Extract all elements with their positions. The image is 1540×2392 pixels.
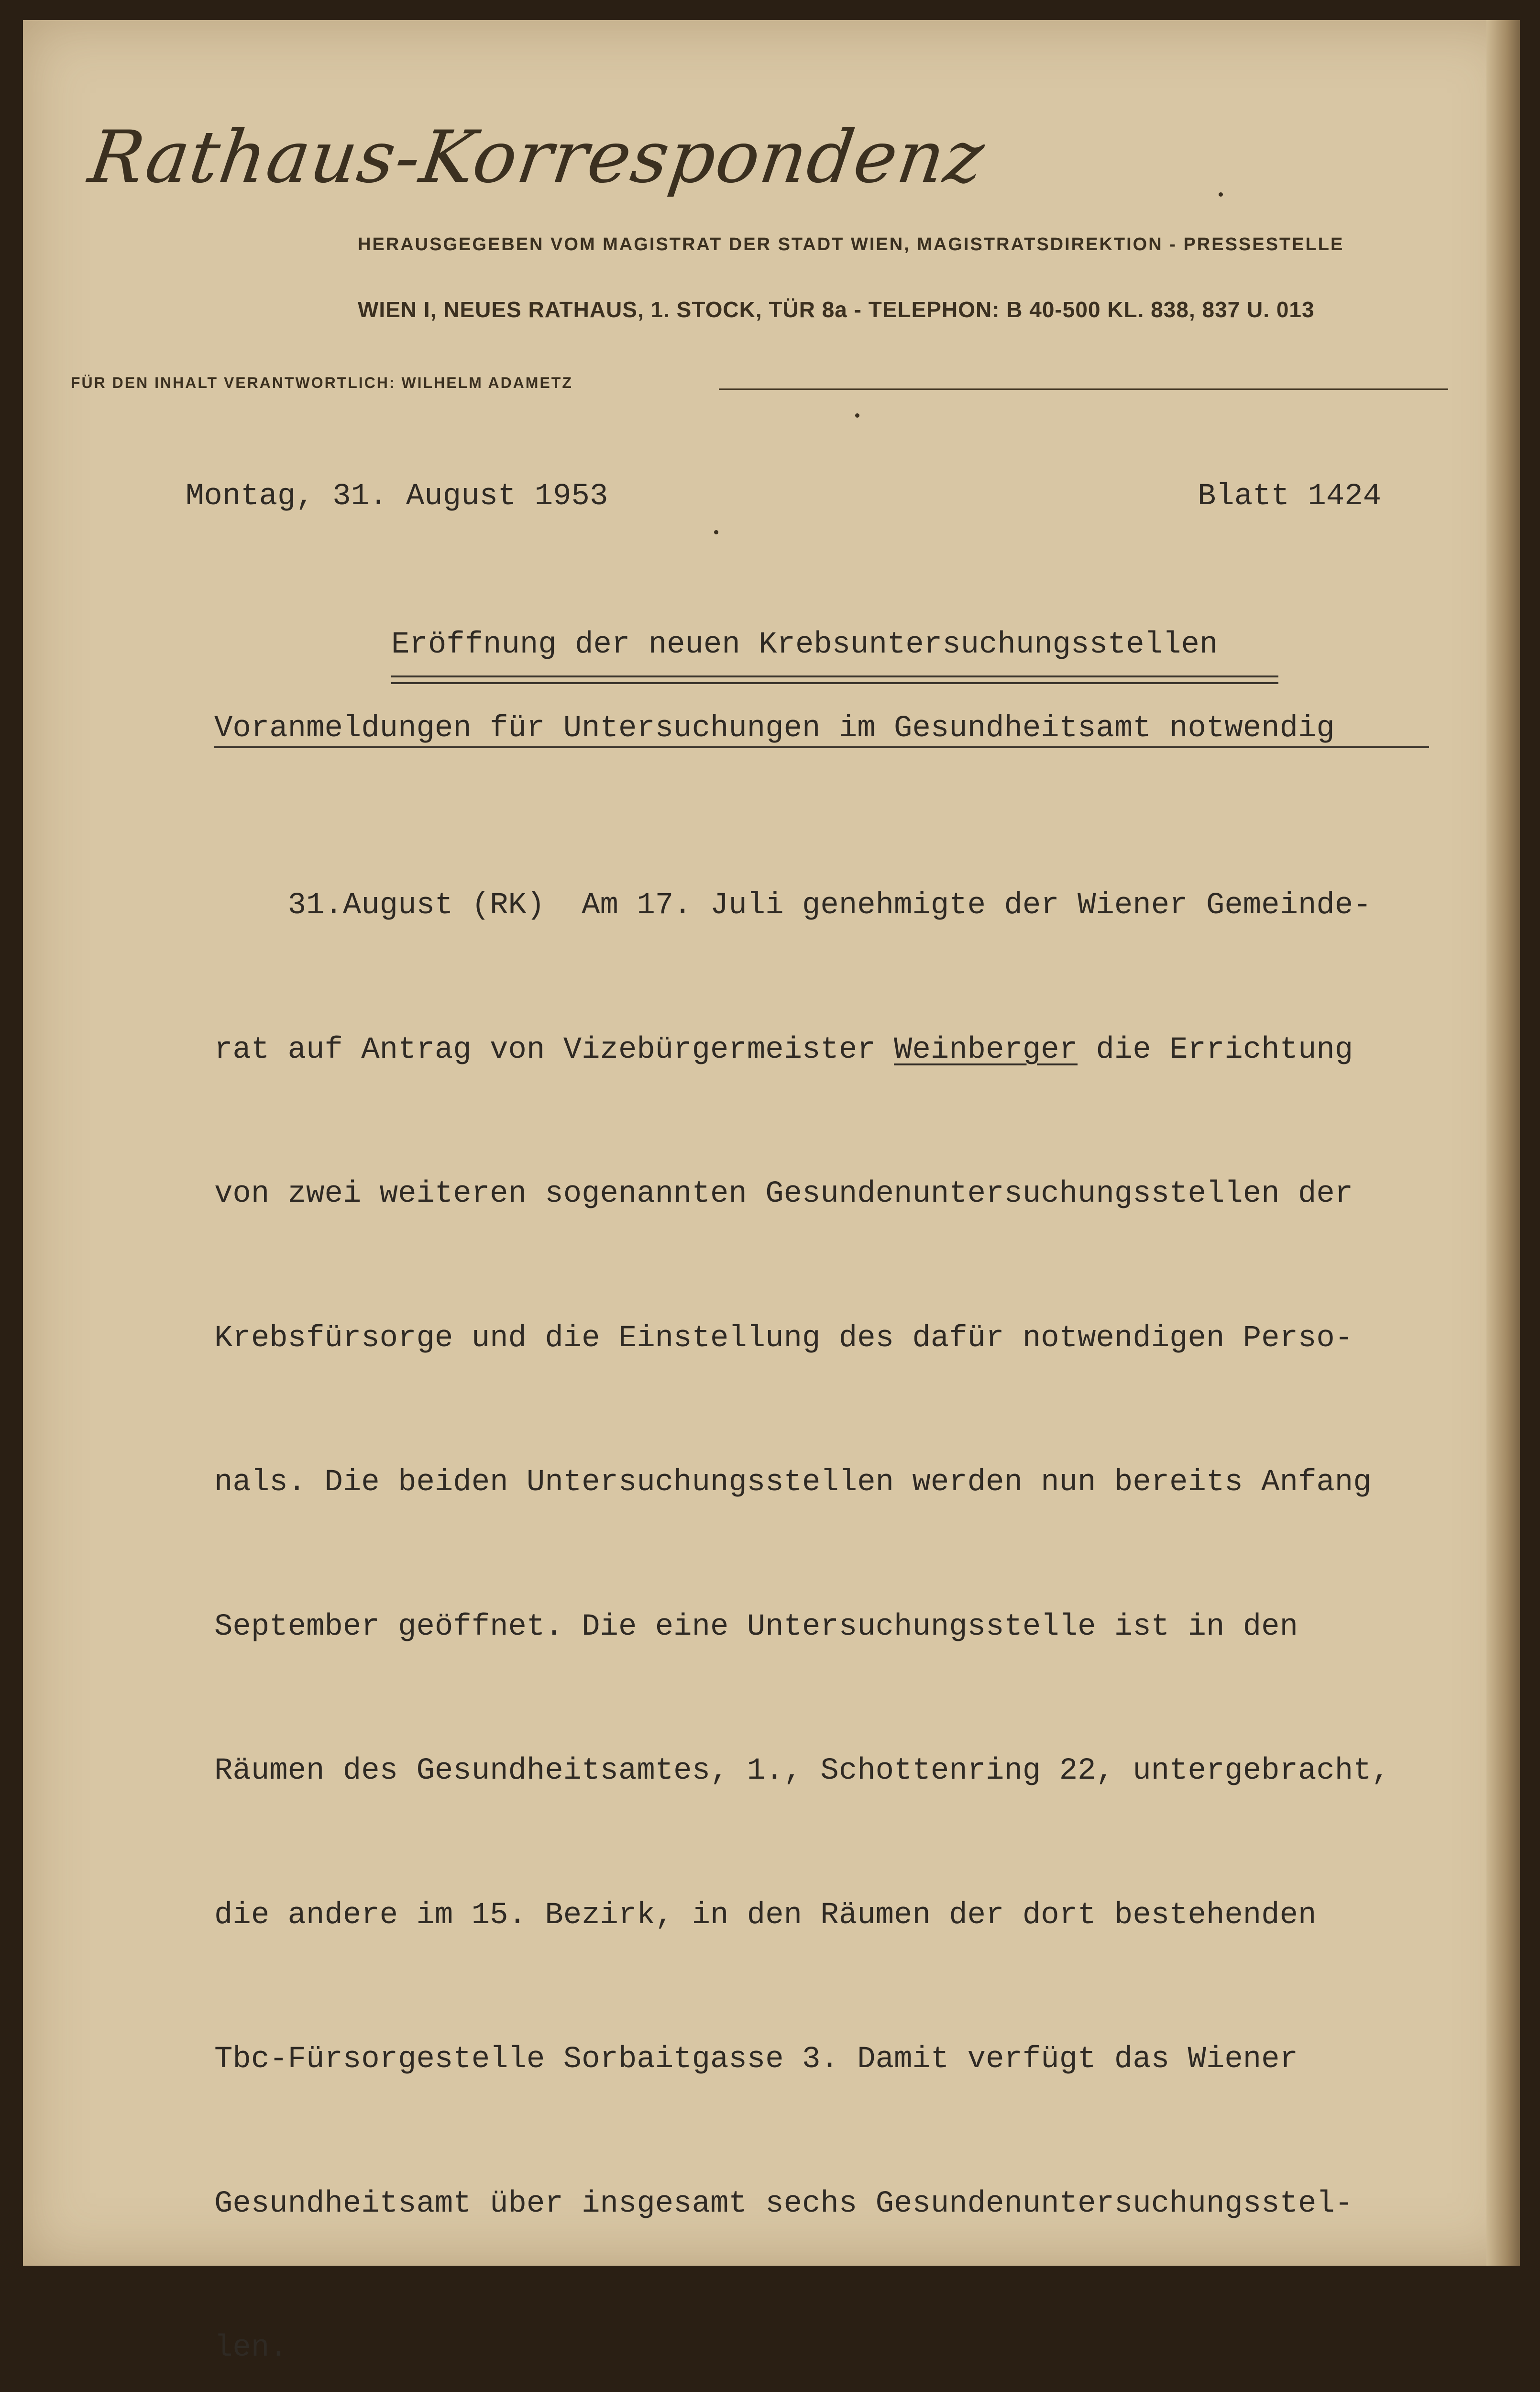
masthead-title: Rathaus-Korrespondenz (84, 116, 990, 199)
body-line: September geöffnet. Die eine Untersuchungsstelle ist in den (214, 1609, 1298, 1644)
body-line: Räumen des Gesundheitsamtes, 1., Schottenring 22, untergebracht, (214, 1754, 1390, 1788)
masthead-rule (719, 388, 1448, 390)
body-line: len. (214, 2331, 288, 2365)
headline-title: Eröffnung der neuen Krebsuntersuchungsstellen (391, 628, 1218, 662)
ink-speck (1219, 192, 1223, 197)
body-line (214, 1026, 1496, 1074)
dateline (186, 479, 1381, 514)
body-text-fragment: rat auf Antrag von Vizebürgermeister (214, 1032, 894, 1067)
body-line: 31.August (RK) Am 17. Juli genehmigte der Wiener Gemeinde- (214, 888, 1372, 923)
body-text-fragment: die Errichtung (1078, 1032, 1353, 1067)
ink-speck (855, 413, 859, 418)
sheet-number: Blatt 1424 (1197, 479, 1381, 514)
body-line: Krebsfürsorge und die Einstellung des dafür notwendigen Perso- (214, 1321, 1353, 1356)
headline-double-rule (391, 676, 1278, 684)
body-line: von zwei weiteren sogenannten Gesundenuntersuchungsstellen der (214, 1177, 1353, 1211)
document-page (23, 20, 1520, 2365)
issue-date: Montag, 31. August 1953 (186, 479, 608, 514)
article-body (214, 786, 1496, 2392)
body-line: Gesundheitsamt über insgesamt sechs Gesundenuntersuchungsstel- (214, 2186, 1353, 2221)
publisher-line: HERAUSGEGEBEN VOM MAGISTRAT DER STADT WIEN, MAGISTRATSDIREKTION - PRESSESTELLE (358, 234, 1344, 255)
responsible-line: FÜR DEN INHALT VERANTWORTLICH: WILHELM ADAMETZ (71, 374, 573, 391)
body-line: die andere im 15. Bezirk, in den Räumen der dort bestehenden (214, 1898, 1317, 1933)
underlined-name: Weinberger (894, 1032, 1078, 1067)
address-line: WIEN I, NEUES RATHAUS, 1. STOCK, TÜR 8a - TELEPHON: B 40-500 KL. 838, 837 U. 013 (358, 297, 1315, 322)
subtitle-underline (214, 746, 1429, 748)
body-line: Tbc-Fürsorgestelle Sorbaitgasse 3. Damit verfügt das Wiener (214, 2042, 1298, 2077)
ink-speck (714, 530, 718, 534)
body-line: nals. Die beiden Untersuchungsstellen werden nun bereits Anfang (214, 1465, 1372, 1500)
headline-subtitle: Voranmeldungen für Untersuchungen im Gesundheitsamt notwendig (214, 711, 1335, 746)
